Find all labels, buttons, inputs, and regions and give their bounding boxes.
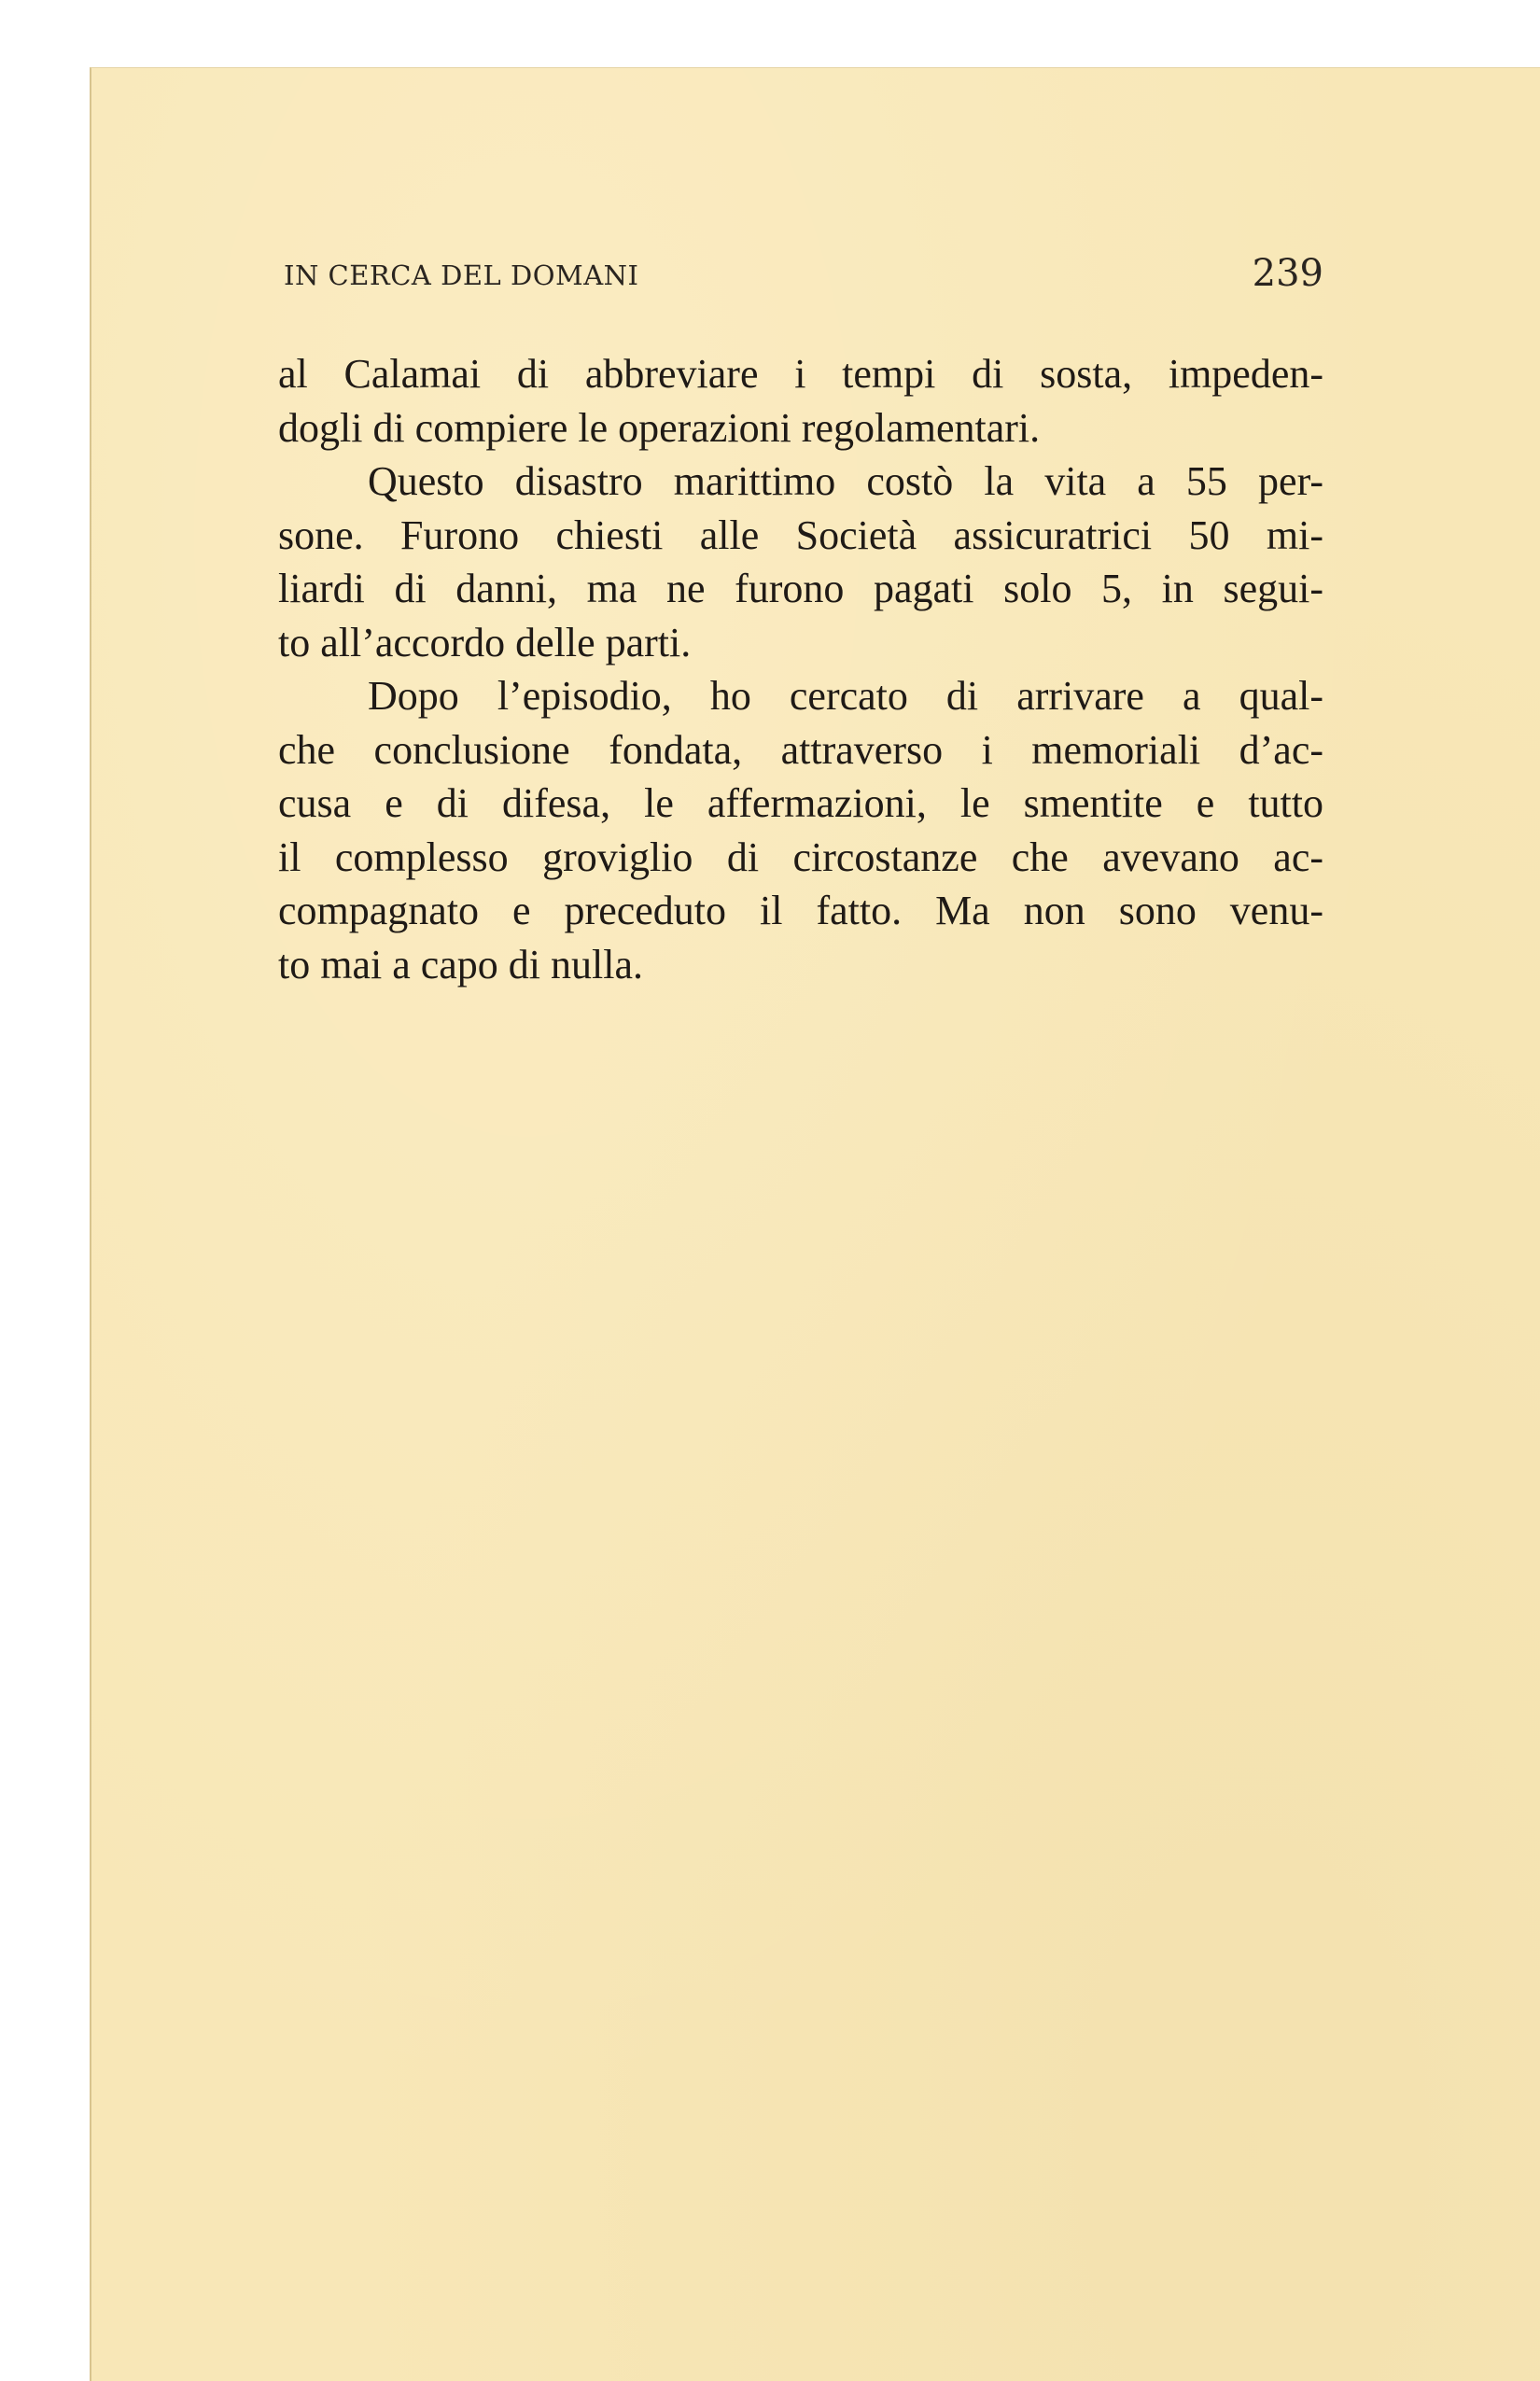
text-line: che conclusione fondata, attraverso i memoriali d’ac- xyxy=(278,726,1323,773)
running-head-title: IN CERCA DEL DOMANI xyxy=(284,259,639,291)
text-line: il complesso groviglio di circostanze che avevano ac- xyxy=(278,833,1323,880)
text-line: compagnato e preceduto il fatto. Ma non sono venu- xyxy=(278,888,1323,933)
text-line: liardi di danni, ma ne furono pagati solo 5, in segui- xyxy=(278,566,1323,611)
text-line: to all’accordo delle parti. xyxy=(278,619,692,665)
text-line: Dopo l’episodio, ho cercato di arrivare a qual- xyxy=(368,673,1323,719)
text-line: to mai a capo di nulla. xyxy=(278,941,643,987)
text-line: sone. Furono chiesti alle Società assicuratrici 50 mi- xyxy=(278,511,1323,558)
running-head xyxy=(284,252,1323,299)
text-line: al Calamai di abbreviare i tempi di sosta, impeden- xyxy=(278,351,1323,397)
text-line: Questo disastro marittimo costò la vita a 55 per- xyxy=(368,458,1323,504)
text-line: cusa e di difesa, le affermazioni, le smentite e tutto xyxy=(278,780,1323,826)
text-line: dogli di compiere le operazioni regolamentari. xyxy=(278,404,1041,451)
page-number: 239 xyxy=(1252,252,1323,295)
body-text xyxy=(278,347,1323,991)
